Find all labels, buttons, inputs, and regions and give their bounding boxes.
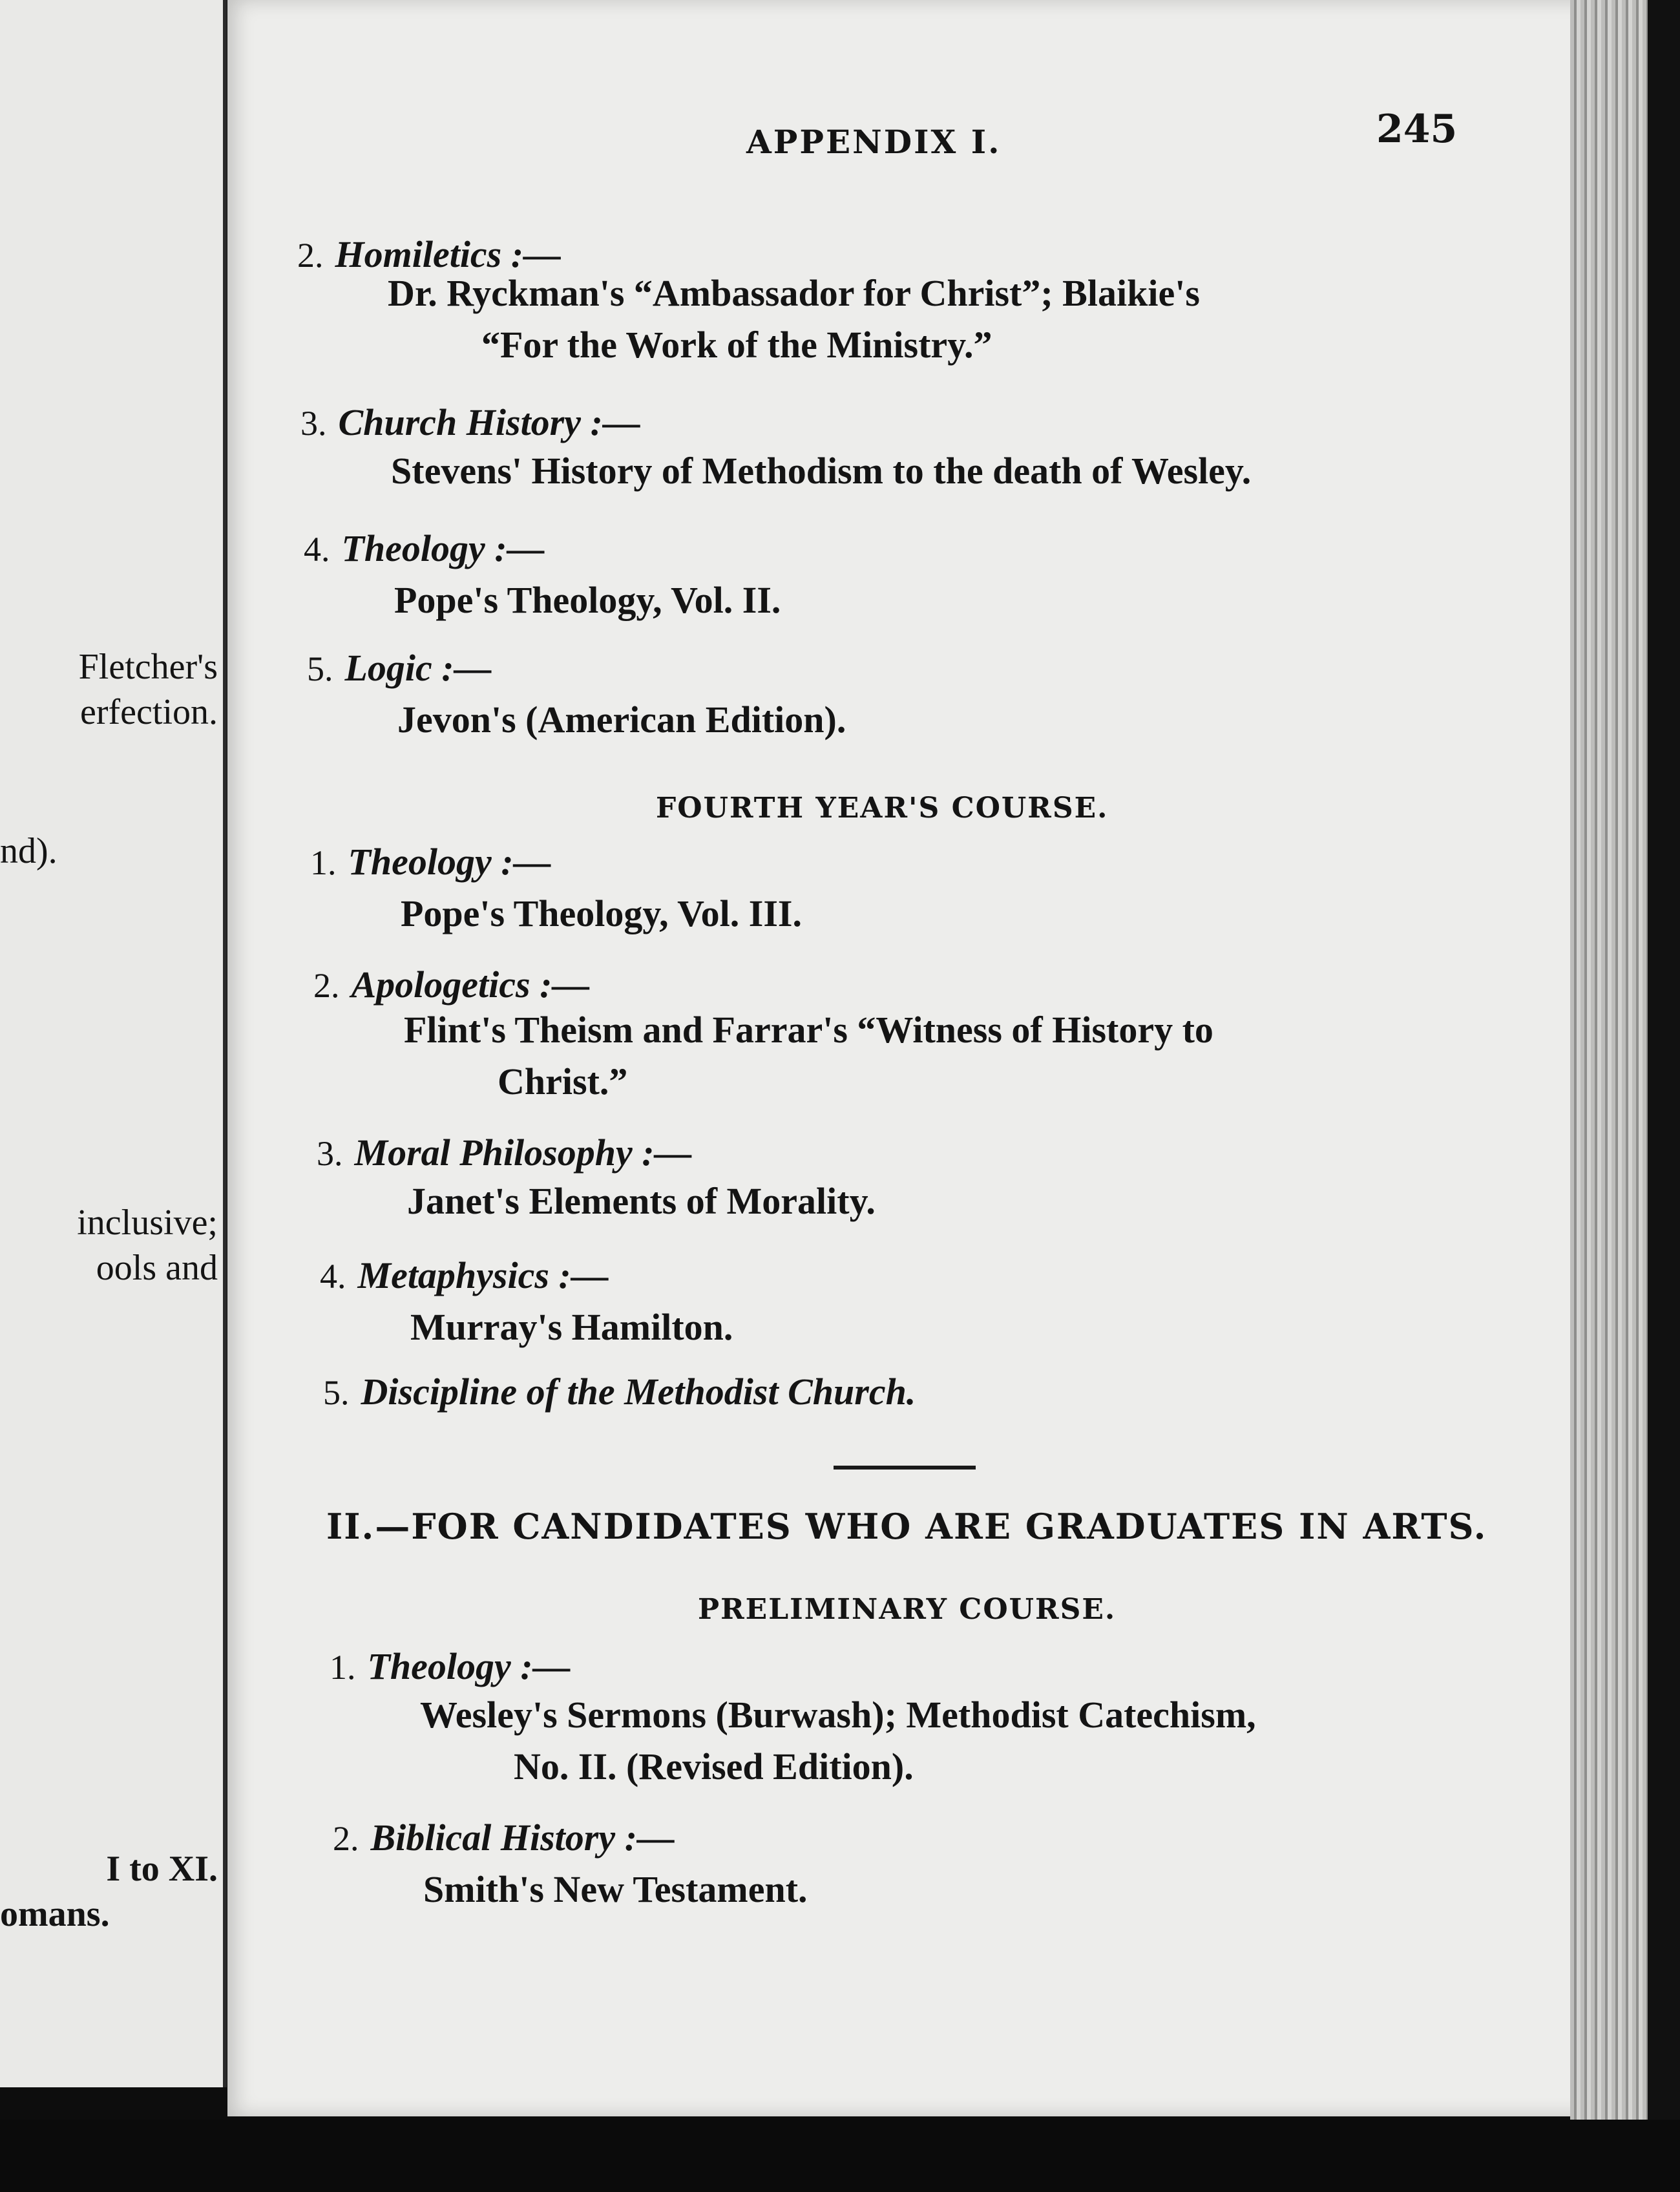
running-title: APPENDIX I. [746,123,1002,161]
subject-label: Church History :— [338,401,640,443]
item-text: Dr. Ryckman's “Ambassador for Christ”; Blaikie's [388,272,1200,314]
left-fragment: erfection. [80,692,218,732]
subject-label: Biblical History :— [370,1817,675,1859]
subject-label: Apologetics :— [351,964,590,1006]
item-text: “For the Work of the Ministry.” [481,324,992,366]
page-edges [1570,0,1648,2192]
subject-label: Theology :— [341,527,545,569]
page-number: 245 [1376,107,1458,152]
item-text: Flint's Theism and Farrar's “Witness of History to [404,1009,1213,1051]
list-item: 4. Metaphysics :— [320,1254,609,1296]
item-text: Murray's Hamilton. [410,1306,733,1348]
facing-page-left [0,0,227,2087]
item-text: Janet's Elements of Morality. [407,1180,876,1222]
list-item: 1. Theology :— [330,1645,571,1687]
subject-label: Metaphysics :— [357,1254,609,1296]
left-fragment: I to XI. [106,1849,218,1889]
book-page [227,0,1597,2116]
list-item: 2. Biblical History :— [333,1817,675,1859]
item-text: Smith's New Testament. [423,1868,808,1910]
section-heading: FOURTH YEAR'S COURSE. [656,792,1109,825]
list-item: 2. Apologetics :— [313,964,590,1006]
subject-label: Theology :— [348,841,551,883]
list-item: 4. Theology :— [304,527,545,569]
subject-label: Theology :— [367,1645,571,1687]
list-item: 1. Theology :— [310,841,551,883]
item-text: Pope's Theology, Vol. II. [394,579,781,621]
left-fragment: ools and [96,1248,218,1288]
item-text: No. II. (Revised Edition). [514,1745,914,1787]
subject-label: Discipline of the Methodist Church. [361,1371,916,1413]
item-text: Pope's Theology, Vol. III. [401,892,803,934]
item-text: Wesley's Sermons (Burwash); Methodist Catechism, [420,1694,1256,1736]
left-fragment: omans. [0,1894,110,1934]
section-divider [834,1466,976,1470]
left-fragment: Fletcher's [78,647,218,687]
item-text: Jevon's (American Edition). [397,699,846,741]
left-fragment: inclusive; [77,1203,218,1243]
left-fragment: nd). [0,831,58,871]
scan-background [0,2120,1680,2192]
list-item: 3. Moral Philosophy :— [317,1132,692,1174]
item-text: Christ.” [498,1060,628,1102]
binding-shadow [1648,0,1680,2192]
section-heading: PRELIMINARY COURSE. [698,1593,1117,1626]
list-item: 5. Logic :— [307,647,492,689]
list-item: 3. Church History :— [300,401,640,443]
list-item: 5. Discipline of the Methodist Church. [323,1371,916,1413]
list-item: 2. Homiletics :— [297,233,562,275]
item-text: Stevens' History of Methodism to the death of Wesley. [391,450,1252,492]
subject-label: Logic :— [344,647,492,689]
subject-label: Moral Philosophy :— [354,1132,692,1174]
part-title: II.—FOR CANDIDATES WHO ARE GRADUATES IN ARTS. [326,1506,1487,1547]
subject-label: Homiletics :— [335,233,562,275]
